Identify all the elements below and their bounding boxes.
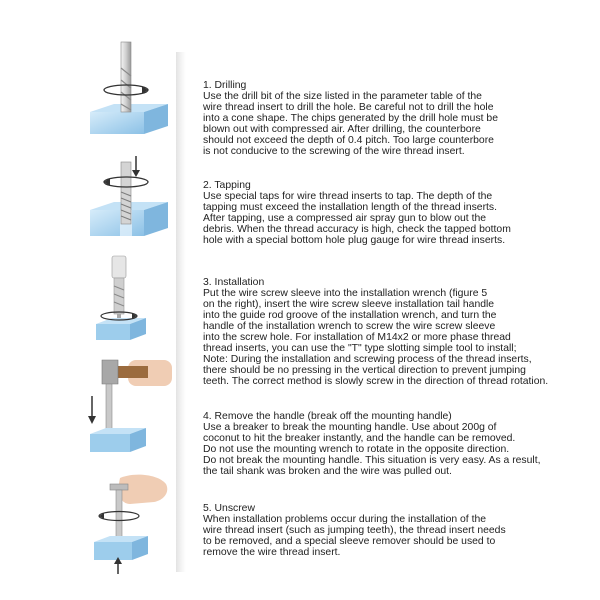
step-tapping — [203, 180, 583, 246]
text-line: to be removed, and a special sleeve remover should be used to — [203, 536, 496, 547]
installation-illustration — [84, 252, 174, 348]
text-line: Do not break the mounting handle. This situation is very easy. As a result, — [203, 455, 541, 466]
column-divider — [176, 52, 186, 572]
text-line: into a cone shape. The chips generated by the drill hole must be — [203, 113, 498, 124]
step-remove-handle — [203, 411, 583, 477]
step-title: 4. Remove the handle (break off the mounting handle) — [203, 411, 452, 422]
text-line: remove the wire thread insert. — [203, 547, 341, 558]
text-line: coconut to hit the breaker instantly, and the handle can be removed. — [203, 433, 516, 444]
step-title: 1. Drilling — [203, 80, 247, 91]
step-description — [203, 191, 583, 246]
text-line: Do not use the mounting wrench to rotate in the opposite direction. — [203, 444, 510, 455]
text-line: Use special taps for wire thread inserts to tap. The depth of the — [203, 191, 493, 202]
text-line: should not exceed the depth of 0.4 pitch. Too large counterbore — [203, 135, 494, 146]
step-title: 5. Unscrew — [203, 503, 255, 514]
text-line: tapping must exceed the installation length of the thread inserts. — [203, 202, 498, 213]
text-line: is not conducive to the screwing of the wire thread insert. — [203, 146, 465, 157]
unscrew-illustration — [84, 470, 174, 576]
text-line: Put the wire screw sleeve into the installation wrench (figure 5 — [203, 288, 488, 299]
hammer — [102, 360, 172, 386]
step-description — [203, 288, 583, 387]
text-line: Use the drill bit of the size listed in the parameter table of the — [203, 91, 482, 102]
step-description — [203, 91, 583, 157]
text-line: Use a breaker to break the mounting handle. Use about 200g of — [203, 422, 497, 433]
workpiece-block — [96, 318, 146, 340]
step-unscrew — [203, 503, 583, 558]
tap-tool — [121, 162, 131, 224]
down-arrow-icon — [88, 396, 96, 424]
text-line: wire thread insert (such as jumping teeth), the thread insert needs — [203, 525, 506, 536]
step-description — [203, 514, 583, 558]
text-line: wire thread insert to drill the hole. Be careful not to drill the hole — [203, 102, 494, 113]
text-line: on the right), insert the wire screw sleeve installation tail handle — [203, 299, 495, 310]
tapping-illustration — [84, 152, 174, 248]
text-line: debris. When the thread accuracy is high, check the tapped bottom — [203, 224, 511, 235]
step-description — [203, 422, 583, 477]
text-line: there should be no pressing in the vertical direction to prevent jumping — [203, 365, 526, 376]
workpiece-block — [94, 536, 148, 560]
text-line: When installation problems occur during the installation of the — [203, 514, 487, 525]
text-line: teeth. The correct method is slowly screw in the direction of thread rotation. — [203, 376, 549, 387]
step-drilling — [203, 80, 583, 157]
remove-handle-illustration — [84, 352, 174, 460]
text-line: Note: During the installation and screwing process of the thread inserts, — [203, 354, 532, 365]
step-title: 2. Tapping — [203, 180, 251, 191]
text-line: thread inserts, you can use the "T" type slotting simple tool to install; — [203, 343, 517, 354]
step-title: 3. Installation — [203, 277, 265, 288]
text-line: into the screw hole. For installation of M14x2 or more phase thread — [203, 332, 511, 343]
text-line: the tail shank was broken and the wire was pulled out. — [203, 466, 452, 477]
text-line: hole with a special bottom hole plug gauge for wire thread inserts. — [203, 235, 506, 246]
text-line: handle of the installation wrench to screw the wire screw sleeve — [203, 321, 496, 332]
step-installation — [203, 277, 583, 387]
text-line: After tapping, use a compressed air spray gun to blow out the — [203, 213, 487, 224]
drill-bit — [121, 42, 131, 112]
workpiece-block — [90, 428, 146, 452]
text-line: into the guide rod groove of the installation wrench, and turn the — [203, 310, 497, 321]
down-arrow-icon — [132, 156, 140, 177]
text-line: blown out with compressed air. After drilling, the counterbore — [203, 124, 481, 135]
drilling-illustration — [84, 38, 174, 144]
